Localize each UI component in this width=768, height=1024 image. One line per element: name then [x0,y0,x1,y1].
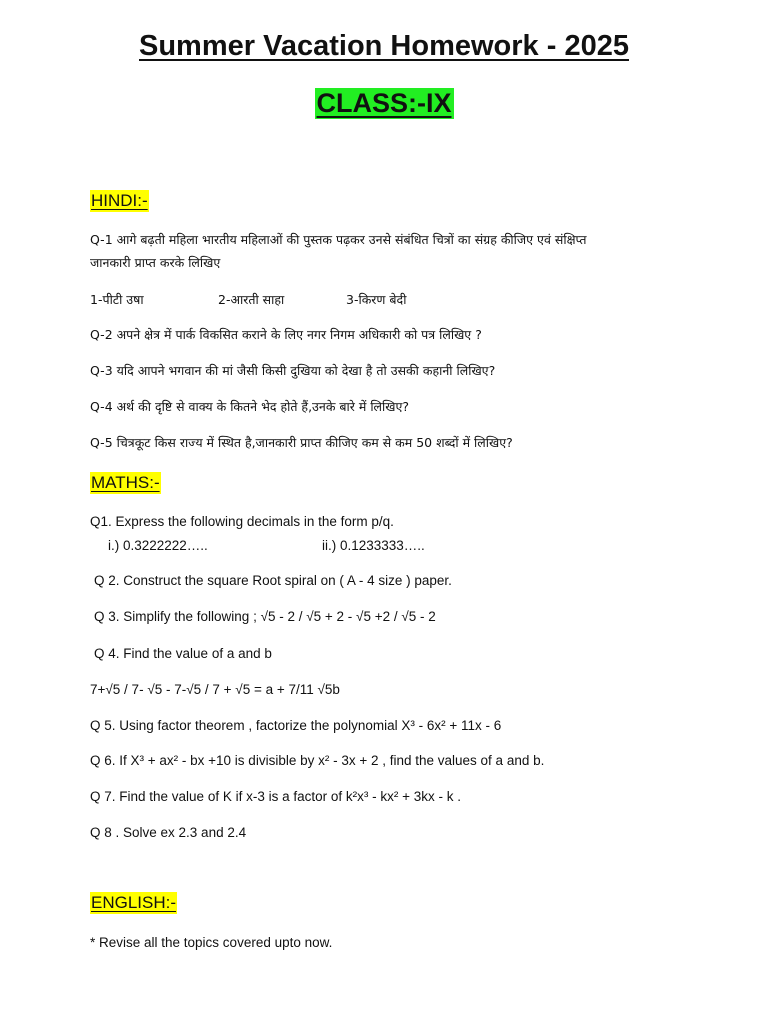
maths-q5: Q 5. Using factor theorem , factorize the polynomial X³ - 6x² + 11x - 6 [90,718,502,733]
english-heading: ENGLISH:- [91,893,177,912]
maths-q1-part-a: i.) 0.3222222….. [108,538,208,553]
maths-q4-expression: 7+√5 / 7- √5 - 7-√5 / 7 + √5 = a + 7/11 √5b [90,682,340,697]
hindi-q2: Q-2 अपने क्षेत्र में पार्क विकसित कराने के लिए नगर निगम अधिकारी को पत्र लिखिए ? [90,327,482,342]
maths-heading: MATHS:- [91,473,160,492]
maths-q7: Q 7. Find the value of K if x-3 is a factor of k²x³ - kx² + 3kx - k . [90,789,461,804]
hindi-option-1: 1-पीटी उषा [90,292,144,307]
class-heading [0,88,768,119]
hindi-option-3: 3-किरण बेदी [346,292,407,307]
hindi-q1-line2: जानकारी प्राप्त करके लिखिए [90,255,221,270]
hindi-q3: Q-3 यदि आपने भगवान की मां जैसी किसी दुखिया को देखा है तो उसकी कहानी लिखिए? [90,363,496,378]
maths-q1-part-b: ii.) 0.1233333….. [322,538,425,553]
maths-q1: Q1. Express the following decimals in the form p/q. [90,514,394,529]
english-note: * Revise all the topics covered upto now. [90,935,333,950]
maths-q3: Q 3. Simplify the following ; √5 - 2 / √5 + 2 - √5 +2 / √5 - 2 [94,609,436,624]
maths-q2: Q 2. Construct the square Root spiral on ( A - 4 size ) paper. [94,573,452,588]
maths-q8: Q 8 . Solve ex 2.3 and 2.4 [90,825,247,840]
class-label: CLASS:-IX [316,88,452,118]
hindi-heading: HINDI:- [91,191,148,210]
page-title: Summer Vacation Homework - 2025 [139,30,629,62]
maths-q4: Q 4. Find the value of a and b [94,646,272,661]
hindi-q4: Q-4 अर्थ की दृष्टि से वाक्य के कितने भेद होते हैं,उनके बारे में लिखिए? [90,399,410,414]
hindi-q5: Q-5 चित्रकूट किस राज्य में स्थित है,जानकारी प्राप्त कीजिए कम से कम 50 शब्दों में लिखिए? [90,435,513,450]
hindi-q1-line1: Q-1 आगे बढ़ती महिला भारतीय महिलाओं की पुस्तक पढ़कर उनसे संबंधित चित्रों का संग्रह कीजिए एवं संक्षिप्त [90,232,587,247]
maths-q6: Q 6. If X³ + ax² - bx +10 is divisible by x² - 3x + 2 , find the values of a and b. [90,753,545,768]
hindi-option-2: 2-आरती साहा [218,292,285,307]
